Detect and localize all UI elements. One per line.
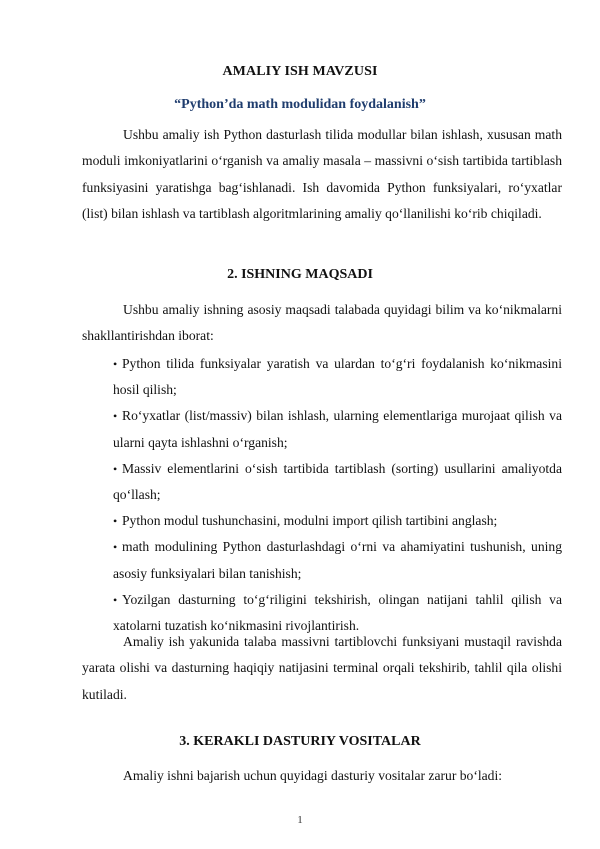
list-item: [113, 456, 562, 508]
section-2-heading: 2. ISHNING MAQSADI: [227, 267, 373, 282]
list-item: [113, 534, 562, 586]
list-item-text: Python tilida funksiyalar yaratish va ulardan to‘g‘ri foydalanish ko‘nikmasini hosil qilish;: [113, 356, 562, 398]
bullet-icon: •: [113, 540, 118, 555]
section-3-heading: 3. KERAKLI DASTURIY VOSITALAR: [179, 734, 421, 749]
list-item-text: Yozilgan dasturning to‘g‘riligini tekshirish, olingan natijani tahlil qilish va xatolarni tuzatish ko‘nikmasini rivojlantirish.: [113, 591, 562, 634]
intro-paragraph: Ushbu amaliy ish Python dasturlash tilida modullar bilan ishlash, xususan math moduli imkoniyatlarini o‘rganish va amaliy masala – massivni o‘sish tartibida tartiblash funksiyasini yaratishga bag‘ishlanadi. Ish davomida Python funksiyalari, ro‘yxatlar (list) bilan ishlash va tartiblash algoritmlarining amaliy qo‘llanilishi ko‘rib chiqiladi.: [82, 127, 562, 222]
bullet-icon: •: [113, 461, 118, 476]
bullet-icon: •: [113, 592, 118, 607]
bullet-icon: •: [113, 357, 118, 371]
list-item-text: Ro‘yxatlar (list/massiv) bilan ishlash, ularning elementlariga murojaat qilish va ularni qayta ishlashni o‘rganish;: [113, 408, 562, 450]
bullet-icon: •: [113, 514, 118, 529]
goals-list: [113, 351, 562, 639]
document-title: AMALIY ISH MAVZUSI: [222, 64, 378, 79]
list-item-text: Python modul tushunchasini, modulni import qilish tartibini anglash;: [122, 513, 498, 529]
bullet-icon: •: [113, 409, 118, 424]
list-item: [113, 508, 562, 534]
list-item-text: math modulining Python dasturlashdagi o‘rni va ahamiyatini tushunish, uning asosiy funksiyalari bilan tanishish;: [113, 539, 562, 581]
section-3-lead: Amaliy ishni bajarish uchun quyidagi dasturiy vositalar zarur bo‘ladi:: [123, 768, 503, 783]
list-item: [113, 351, 562, 403]
list-item: [113, 403, 562, 455]
document-subtitle: “Python’da math modulidan foydalanish”: [174, 97, 426, 112]
list-item-text: Massiv elementlarini o‘sish tartibida tartiblash (sorting) usullarini amaliyotda qo‘llash;: [113, 460, 562, 503]
page-number: 1: [297, 814, 303, 826]
section-2-lead: Ushbu amaliy ishning asosiy maqsadi talabada quyidagi bilim va ko‘nikmalarni shakllantirishdan iborat:: [82, 302, 562, 344]
section-2-conclusion: Amaliy ish yakunida talaba massivni tartiblovchi funksiyani mustaqil ravishda yarata olishi va dasturning haqiqiy natijasini terminal orqali tekshirib, tahlil qila olishi kutiladi.: [82, 634, 562, 702]
